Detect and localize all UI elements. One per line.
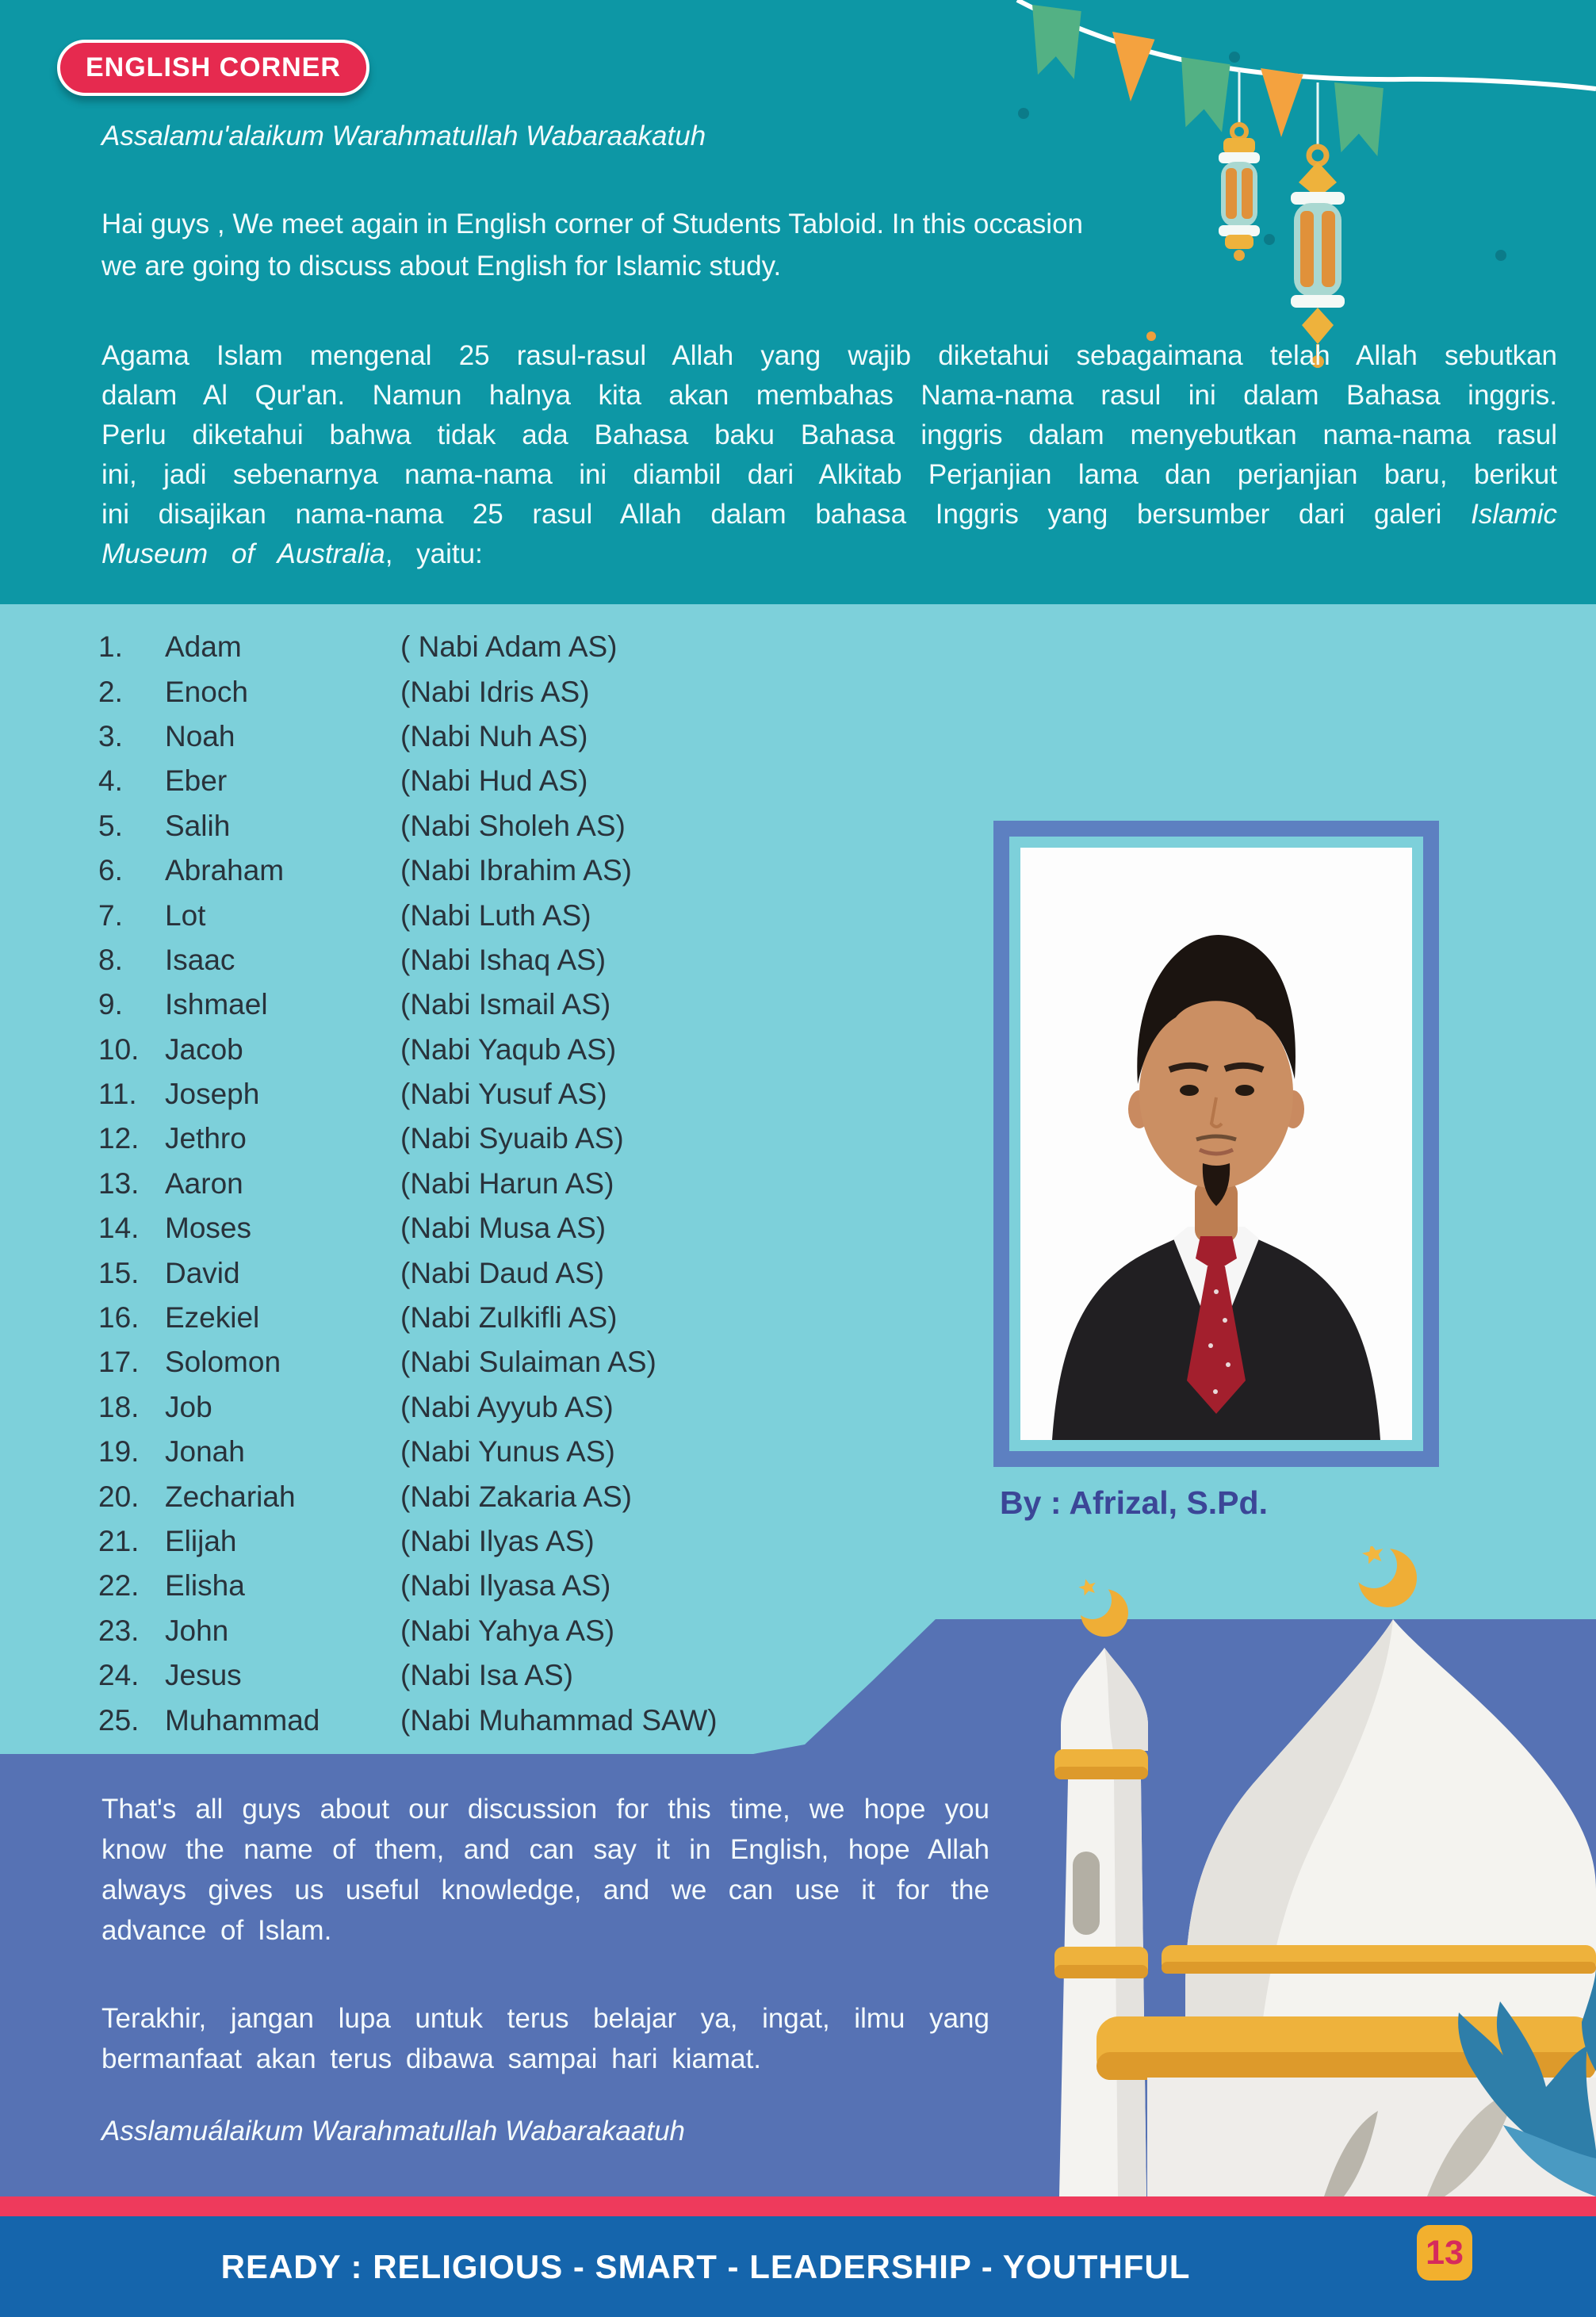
list-item: [98, 1340, 891, 1384]
list-item-english-name: Solomon: [165, 1346, 281, 1379]
list-item: [98, 938, 891, 982]
list-item-arabic-name: (Nabi Syuaib AS): [400, 1122, 624, 1155]
list-item-english-name: Muhammad: [165, 1703, 320, 1737]
list-item-arabic-name: (Nabi Ayyub AS): [400, 1390, 614, 1423]
bunting-flag-orange-icon: [1258, 68, 1303, 138]
bunting-flag-green-icon: [1177, 57, 1230, 132]
list-item-english-name: Job: [165, 1390, 212, 1423]
eye: [1180, 1085, 1199, 1096]
opening-salutation: Assalamu'alaikum Warahmatullah Wabaraakatuh: [101, 121, 706, 151]
bunting-and-lanterns-decoration: [872, 0, 1596, 373]
crescent-moon-icon: [1358, 1549, 1417, 1607]
list-item: [98, 1430, 891, 1474]
intro-paragraph: [101, 203, 1083, 287]
list-item: [98, 1609, 891, 1653]
list-item-arabic-name: (Nabi Zakaria AS): [400, 1480, 632, 1513]
list-item-number: 1.: [98, 630, 123, 664]
article-text: Agama Islam mengenal 25 rasul-rasul Allah yang wajib diketahui sebagaimana telah Allah sebutkan dalam Al Qur'an. Namun halnya kita akan membahas Nama-nama rasul ini dalam Bahasa inggris. Perlu diketahui bahwa tidak ada Bahasa baku Bahasa inggris dalam menyebutkan nama-nama rasul ini, jadi sebenarnya nama-nama ini diambil dari Alkitab Perjanjian lama dan perjanjian baru, berikut ini disajikan nama-nama 25 rasul Allah dalam bahasa Inggris yang bersumber dari galeri: [101, 340, 1557, 530]
list-item-number: 21.: [98, 1525, 140, 1557]
closing-paragraph: Terakhir, jangan lupa untuk terus belajar ya, ingat, ilmu yang bermanfaat akan terus dibawa sampai hari kiamat.: [101, 2003, 989, 2074]
footer-bar: [0, 2216, 1596, 2317]
list-item-english-name: Jacob: [165, 1032, 243, 1066]
list-item: [98, 1385, 891, 1430]
list-item: [98, 1028, 891, 1072]
list-item-english-name: Eber: [165, 764, 228, 798]
list-item: [98, 804, 891, 848]
list-item-english-name: Aaron: [165, 1166, 243, 1200]
list-item: [98, 759, 891, 803]
divider-stripe: [0, 2196, 1596, 2216]
list-item: [98, 1698, 891, 1742]
list-item-number: 22.: [98, 1569, 140, 1603]
list-item-number: 13.: [98, 1166, 140, 1200]
list-item: [98, 1206, 891, 1250]
list-item: [98, 1250, 891, 1295]
list-item: [98, 1072, 891, 1116]
list-item: [98, 1162, 891, 1206]
prophet-list: [98, 625, 891, 1743]
list-item-number: 6.: [98, 854, 123, 887]
list-item-number: 2.: [98, 675, 123, 708]
list-item-english-name: Salih: [165, 809, 231, 842]
portrait-photo: [1020, 848, 1412, 1440]
list-item-arabic-name: (Nabi Daud AS): [400, 1256, 605, 1289]
list-item-english-name: John: [165, 1614, 229, 1647]
list-item-english-name: Jethro: [165, 1122, 247, 1155]
list-item-number: 25.: [98, 1703, 140, 1737]
list-item-number: 15.: [98, 1256, 140, 1289]
list-item-arabic-name: (Nabi Ilyasa AS): [400, 1569, 611, 1603]
list-item: [98, 625, 891, 669]
bunting-string: [1017, 0, 1596, 89]
list-item-number: 5.: [98, 809, 123, 842]
list-item-arabic-name: (Nabi Musa AS): [400, 1212, 607, 1245]
list-item: [98, 714, 891, 759]
article-italic-source: Islamic Museum of Australia: [101, 499, 1557, 569]
list-item: [98, 982, 891, 1027]
list-item-english-name: Jonah: [165, 1435, 245, 1469]
list-item-arabic-name: (Nabi Yunus AS): [400, 1435, 615, 1469]
list-item-arabic-name: (Nabi Ilyas AS): [400, 1525, 595, 1557]
list-item-arabic-name: (Nabi Zulkifli AS): [400, 1301, 618, 1335]
list-item-number: 9.: [98, 988, 123, 1021]
list-item: [98, 1116, 891, 1161]
list-item: [98, 893, 891, 937]
list-item-number: 17.: [98, 1346, 140, 1379]
list-item-number: 10.: [98, 1032, 140, 1066]
list-item-number: 4.: [98, 764, 123, 798]
mosque-illustration: [912, 1546, 1596, 2196]
list-item-english-name: Joseph: [165, 1078, 260, 1111]
list-item-english-name: Enoch: [165, 675, 248, 708]
list-item-arabic-name: (Nabi Idris AS): [400, 675, 590, 708]
portrait-photo-frame: [993, 821, 1439, 1467]
list-item: [98, 1653, 891, 1698]
dot-decoration: [1018, 108, 1029, 119]
list-item: [98, 848, 891, 893]
list-item: [98, 1519, 891, 1564]
list-item-number: 8.: [98, 943, 123, 976]
list-item-number: 19.: [98, 1435, 140, 1469]
byline: By : Afrizal, S.Pd.: [1000, 1484, 1268, 1521]
eye: [1235, 1085, 1254, 1096]
list-item-arabic-name: ( Nabi Adam AS): [400, 630, 618, 664]
section-badge: [57, 40, 369, 96]
article-text-tail: , yaitu:: [385, 538, 483, 569]
list-item-number: 7.: [98, 898, 123, 932]
list-item-english-name: Lot: [165, 898, 206, 932]
list-item-number: 16.: [98, 1301, 140, 1335]
list-item-english-name: Ishmael: [165, 988, 268, 1021]
crescent-moon-icon: [1081, 1589, 1128, 1637]
list-item-arabic-name: (Nabi Hud AS): [400, 764, 588, 798]
list-item-arabic-name: (Nabi Ibrahim AS): [400, 854, 632, 887]
list-item-arabic-name: (Nabi Luth AS): [400, 898, 591, 932]
list-item: [98, 669, 891, 714]
list-item-arabic-name: (Nabi Sulaiman AS): [400, 1346, 656, 1379]
list-item-arabic-name: (Nabi Ishaq AS): [400, 943, 607, 976]
list-item-english-name: Noah: [165, 719, 235, 753]
list-item-arabic-name: (Nabi Yaqub AS): [400, 1032, 617, 1066]
portrait-illustration: [1020, 848, 1412, 1440]
list-item-arabic-name: (Nabi Nuh AS): [400, 719, 588, 753]
list-item-number: 3.: [98, 719, 123, 753]
intro-line: we are going to discuss about English for Islamic study.: [101, 251, 782, 281]
list-item-english-name: Ezekiel: [165, 1301, 260, 1335]
list-item-number: 23.: [98, 1614, 140, 1647]
list-item-english-name: Elijah: [165, 1525, 237, 1557]
dot-decoration: [1495, 250, 1506, 261]
list-item-number: 14.: [98, 1212, 140, 1245]
bunting-flag-green-icon: [1030, 5, 1081, 79]
list-item-arabic-name: (Nabi Yahya AS): [400, 1614, 615, 1647]
list-item-english-name: Moses: [165, 1212, 251, 1245]
list-item-arabic-name: (Nabi Yusuf AS): [400, 1078, 607, 1111]
list-item-english-name: Adam: [165, 630, 242, 664]
minaret: [1054, 1648, 1148, 2196]
list-item-english-name: Zechariah: [165, 1480, 296, 1513]
list-item-english-name: Jesus: [165, 1659, 242, 1692]
footer-motto: READY : RELIGIOUS - SMART - LEADERSHIP - YOUTHFUL: [220, 2247, 1191, 2285]
page-number-badge: 13: [1417, 2225, 1472, 2281]
list-item-english-name: Isaac: [165, 943, 235, 976]
dot-decoration: [1264, 234, 1275, 245]
list-item-number: 18.: [98, 1390, 140, 1423]
lantern-icon: [1291, 82, 1345, 368]
list-item-arabic-name: (Nabi Muhammad SAW): [400, 1703, 718, 1737]
list-item: [98, 1474, 891, 1518]
list-item-arabic-name: (Nabi Harun AS): [400, 1166, 614, 1200]
list-item: [98, 1564, 891, 1608]
bunting-flag-green-icon: [1333, 82, 1384, 156]
intro-line: Hai guys , We meet again in English corner of Students Tabloid. In this occasion: [101, 209, 1084, 239]
list-item-number: 24.: [98, 1659, 140, 1692]
section-badge-label: ENGLISH CORNER: [86, 52, 341, 82]
list-item-arabic-name: (Nabi Isa AS): [400, 1659, 573, 1692]
list-item-english-name: David: [165, 1256, 240, 1289]
list-item-arabic-name: (Nabi Ismail AS): [400, 988, 611, 1021]
list-item: [98, 1296, 891, 1340]
list-item-number: 20.: [98, 1480, 140, 1513]
dot-decoration: [1229, 52, 1240, 63]
list-item-arabic-name: (Nabi Sholeh AS): [400, 809, 626, 842]
closing-paragraph: That's all guys about our discussion for this time, we hope you know the name of them, and can say it in English, hope Allah always gives us useful knowledge, and we can use it for the advance of Islam.: [101, 1794, 989, 1946]
list-item-english-name: Abraham: [165, 854, 285, 887]
list-item-english-name: Elisha: [165, 1569, 245, 1603]
article-paragraph: [101, 336, 1557, 574]
list-item-number: 12.: [98, 1122, 140, 1155]
closing-salutation: Asslamuálaikum Warahmatullah Wabarakaatuh: [101, 2116, 686, 2147]
list-item-number: 11.: [98, 1078, 137, 1111]
